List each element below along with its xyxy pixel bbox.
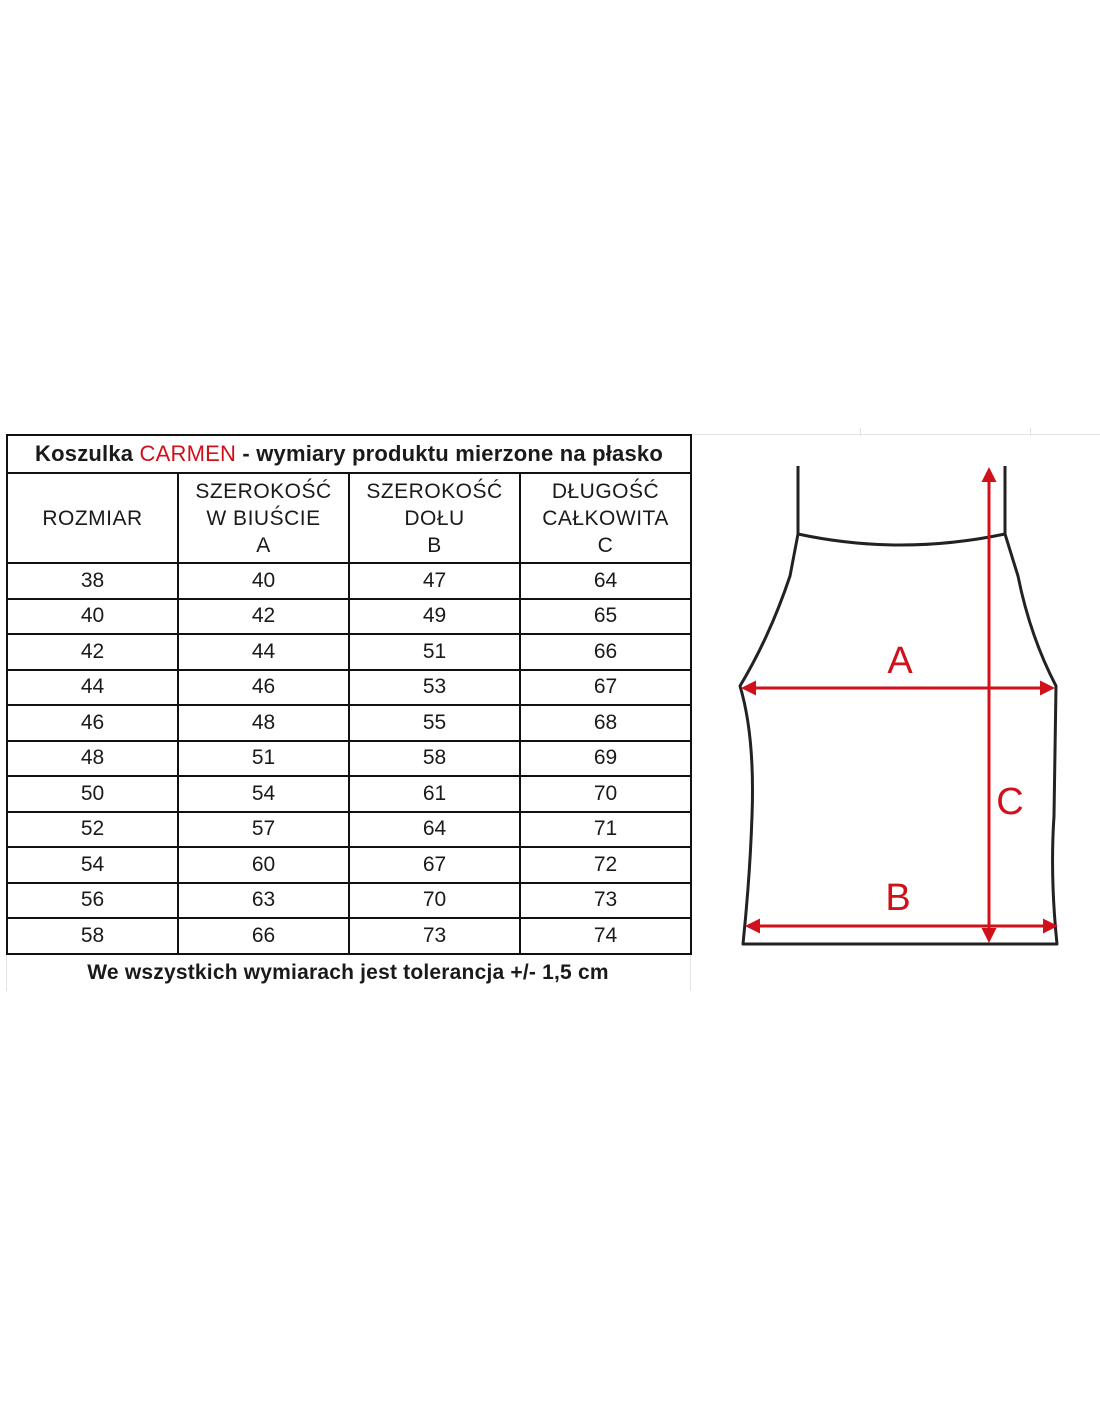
cell-bottom: 55 (349, 705, 520, 741)
table-row (7, 563, 691, 599)
cell-length: 67 (520, 670, 691, 706)
cell-bottom: 67 (349, 847, 520, 883)
table-row (7, 776, 691, 812)
cell-bust: 63 (178, 883, 349, 919)
header-total-length (520, 473, 691, 563)
cell-bust: 66 (178, 918, 349, 954)
cell-length: 74 (520, 918, 691, 954)
tolerance-note: We wszystkich wymiarach jest tolerancja +/- 1,5 cm (87, 961, 609, 984)
label-a: A (887, 640, 913, 682)
cell-bottom: 61 (349, 776, 520, 812)
cell-length: 70 (520, 776, 691, 812)
grid-line (860, 428, 861, 436)
header-bust-width (178, 473, 349, 563)
table-row (7, 812, 691, 848)
size-table (6, 434, 692, 955)
cell-bust: 51 (178, 741, 349, 777)
cell-length: 68 (520, 705, 691, 741)
cell-bust: 60 (178, 847, 349, 883)
cell-bottom: 49 (349, 599, 520, 635)
cell-size: 46 (7, 705, 178, 741)
label-c: C (996, 781, 1024, 823)
cell-size: 42 (7, 634, 178, 670)
label-b: B (885, 877, 911, 919)
garment-outline (740, 466, 1057, 944)
cell-length: 69 (520, 741, 691, 777)
table-row (7, 599, 691, 635)
cell-size: 38 (7, 563, 178, 599)
cell-bust: 46 (178, 670, 349, 706)
cell-bust: 44 (178, 634, 349, 670)
cell-length: 72 (520, 847, 691, 883)
header-line: CAŁKOWITA (542, 506, 669, 530)
cell-bottom: 70 (349, 883, 520, 919)
title-prefix: Koszulka (35, 441, 140, 466)
cell-size: 44 (7, 670, 178, 706)
header-line: SZEROKOŚĆ (366, 479, 503, 503)
table-row (7, 634, 691, 670)
garment-diagram (700, 436, 1100, 990)
cell-bottom: 73 (349, 918, 520, 954)
cell-length: 71 (520, 812, 691, 848)
cell-bust: 57 (178, 812, 349, 848)
header-line: C (597, 533, 614, 557)
grid-line (690, 955, 691, 991)
cell-bottom: 64 (349, 812, 520, 848)
cell-size: 56 (7, 883, 178, 919)
cell-length: 65 (520, 599, 691, 635)
cell-size: 48 (7, 741, 178, 777)
cell-length: 64 (520, 563, 691, 599)
header-bottom-width (349, 473, 520, 563)
cell-length: 66 (520, 634, 691, 670)
header-size (7, 473, 178, 563)
cell-bottom: 47 (349, 563, 520, 599)
cell-bottom: 58 (349, 741, 520, 777)
cell-bust: 42 (178, 599, 349, 635)
table-row (7, 705, 691, 741)
table-row (7, 847, 691, 883)
title-suffix: - wymiary produktu mierzone na płasko (236, 441, 663, 466)
cell-bottom: 51 (349, 634, 520, 670)
grid-line (1030, 428, 1031, 436)
cell-size: 50 (7, 776, 178, 812)
cell-bust: 48 (178, 705, 349, 741)
cell-size: 54 (7, 847, 178, 883)
cell-size: 52 (7, 812, 178, 848)
header-line: W BIUŚCIE (206, 506, 321, 530)
table-row (7, 741, 691, 777)
header-size-label: ROZMIAR (42, 506, 143, 530)
header-line: DOŁU (404, 506, 465, 530)
header-line: B (427, 533, 442, 557)
cell-length: 73 (520, 883, 691, 919)
table-row (7, 670, 691, 706)
title-brand: CARMEN (139, 441, 237, 466)
cell-size: 58 (7, 918, 178, 954)
cell-bottom: 53 (349, 670, 520, 706)
grid-line (690, 434, 1100, 435)
table-row (7, 883, 691, 919)
cell-bust: 54 (178, 776, 349, 812)
header-line: DŁUGOŚĆ (551, 479, 660, 503)
table-title (7, 435, 691, 473)
cell-size: 40 (7, 599, 178, 635)
header-line: SZEROKOŚĆ (195, 479, 332, 503)
header-line: A (256, 533, 271, 557)
table-row (7, 918, 691, 954)
cell-bust: 40 (178, 563, 349, 599)
